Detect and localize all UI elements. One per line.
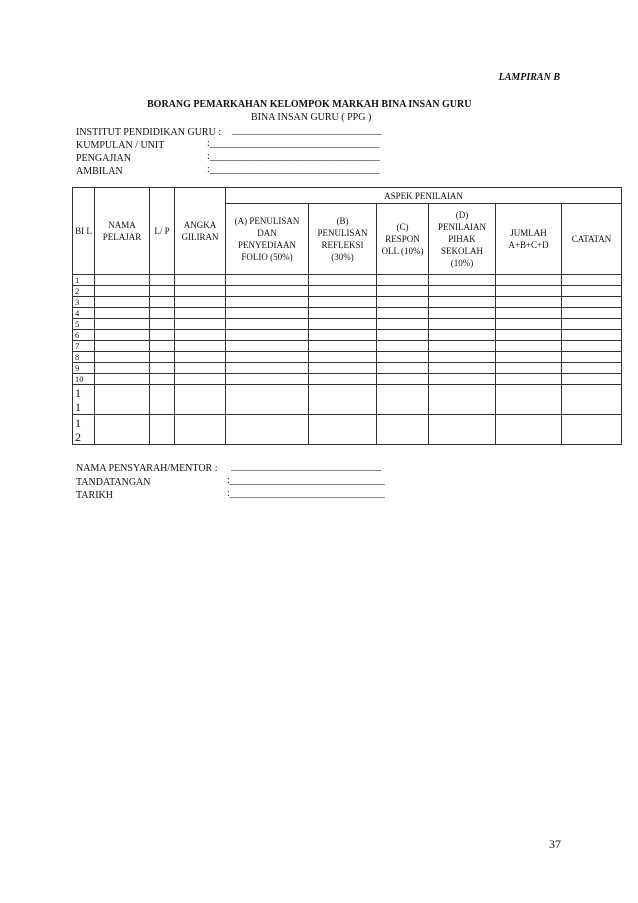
table-cell[interactable] <box>496 308 562 319</box>
table-cell[interactable] <box>95 352 150 363</box>
row-number: 4 <box>73 308 95 319</box>
table-row <box>73 286 622 297</box>
header-catatan: CATATAN <box>562 204 622 275</box>
table-cell[interactable] <box>309 275 377 286</box>
table-cell[interactable] <box>377 415 429 445</box>
table-row <box>73 385 622 415</box>
table-cell[interactable] <box>562 319 622 330</box>
field-label: TANDATANGAN <box>76 477 151 488</box>
table-cell[interactable] <box>377 275 429 286</box>
header-c: (C) RESPON OLL (10%) <box>377 204 429 275</box>
table-cell[interactable] <box>309 363 377 374</box>
row-number: 3 <box>73 297 95 308</box>
row-number: 10 <box>73 374 95 385</box>
table-cell[interactable] <box>429 308 496 319</box>
table-cell[interactable] <box>226 385 309 415</box>
table-cell[interactable] <box>95 275 150 286</box>
table-cell[interactable] <box>309 297 377 308</box>
table-cell[interactable] <box>377 341 429 352</box>
header-aspek: ASPEK PENILAIAN <box>226 188 622 204</box>
table-cell[interactable] <box>377 308 429 319</box>
table-row <box>73 308 622 319</box>
field-line: :__________________________________ <box>207 164 380 175</box>
row-number <box>73 385 95 415</box>
table-cell[interactable] <box>175 275 226 286</box>
row-number-part: 1 <box>75 400 81 414</box>
table-cell[interactable] <box>150 374 175 385</box>
row-number: 9 <box>73 363 95 374</box>
table-cell[interactable] <box>95 374 150 385</box>
row-number-part: 2 <box>75 430 81 444</box>
header-d: (D) PENILAIAN PIHAK SEKOLAH (10%) <box>429 204 496 275</box>
table-cell[interactable] <box>309 385 377 415</box>
table-cell[interactable] <box>226 330 309 341</box>
table-cell[interactable] <box>150 286 175 297</box>
table-cell[interactable] <box>95 286 150 297</box>
table-cell[interactable] <box>429 341 496 352</box>
table-cell[interactable] <box>429 352 496 363</box>
table-cell[interactable] <box>429 275 496 286</box>
form-subtitle: BINA INSAN GURU ( PPG ) <box>251 112 372 123</box>
table-cell[interactable] <box>150 385 175 415</box>
table-cell[interactable] <box>429 415 496 445</box>
table-cell[interactable] <box>309 341 377 352</box>
table-cell[interactable] <box>309 374 377 385</box>
table-cell[interactable] <box>496 352 562 363</box>
table-cell[interactable] <box>562 415 622 445</box>
table-cell[interactable] <box>175 297 226 308</box>
table-cell[interactable] <box>562 352 622 363</box>
table-cell[interactable] <box>226 415 309 445</box>
table-cell[interactable] <box>377 363 429 374</box>
table-cell[interactable] <box>150 363 175 374</box>
table-cell[interactable] <box>377 319 429 330</box>
table-cell[interactable] <box>95 319 150 330</box>
table-cell[interactable] <box>150 308 175 319</box>
table-cell[interactable] <box>175 352 226 363</box>
table-cell[interactable] <box>496 385 562 415</box>
table-row <box>73 363 622 374</box>
table-cell[interactable] <box>95 330 150 341</box>
field-line: :__________________________________ <box>207 151 380 162</box>
table-cell[interactable] <box>496 275 562 286</box>
header-a: (A) PENULISAN DAN PENYEDIAAN FOLIO (50%) <box>226 204 309 275</box>
table-cell[interactable] <box>562 286 622 297</box>
table-cell[interactable] <box>175 374 226 385</box>
table-cell[interactable] <box>309 352 377 363</box>
table-cell[interactable] <box>562 275 622 286</box>
table-cell[interactable] <box>226 374 309 385</box>
table-cell[interactable] <box>429 374 496 385</box>
row-number: 1 <box>73 275 95 286</box>
table-cell[interactable] <box>175 341 226 352</box>
field-line: :_______________________________ <box>227 488 385 499</box>
row-number-part: 1 <box>75 386 81 400</box>
table-cell[interactable] <box>95 363 150 374</box>
header-b: (B) PENULISAN REFLEKSI (30%) <box>309 204 377 275</box>
table-cell[interactable] <box>429 297 496 308</box>
table-cell[interactable] <box>150 341 175 352</box>
table-cell[interactable] <box>150 319 175 330</box>
table-cell[interactable] <box>429 363 496 374</box>
table-cell[interactable] <box>309 319 377 330</box>
header-angka: ANGKA GILIRAN <box>175 188 226 275</box>
table-cell[interactable] <box>496 297 562 308</box>
table-cell[interactable] <box>562 297 622 308</box>
table-cell[interactable] <box>309 286 377 297</box>
row-number: 8 <box>73 352 95 363</box>
table-cell[interactable] <box>309 308 377 319</box>
table-cell[interactable] <box>226 275 309 286</box>
table-cell[interactable] <box>377 330 429 341</box>
row-number: 6 <box>73 330 95 341</box>
table-cell[interactable] <box>226 286 309 297</box>
field-label: TARIKH <box>76 490 113 501</box>
table-cell[interactable] <box>226 297 309 308</box>
table-cell[interactable] <box>496 286 562 297</box>
table-row <box>73 297 622 308</box>
table-cell[interactable] <box>175 385 226 415</box>
table-cell[interactable] <box>496 319 562 330</box>
table-row <box>73 341 622 352</box>
table-cell[interactable] <box>175 415 226 445</box>
field-label: NAMA PENSYARAH/MENTOR : <box>76 463 218 474</box>
table-cell[interactable] <box>496 363 562 374</box>
header-bil: BI L <box>73 188 95 275</box>
table-cell[interactable] <box>175 330 226 341</box>
field-line: :_______________________________ <box>227 475 385 486</box>
table-cell[interactable] <box>309 330 377 341</box>
row-number: 7 <box>73 341 95 352</box>
table-cell[interactable] <box>562 308 622 319</box>
table-cell[interactable] <box>309 415 377 445</box>
table-cell[interactable] <box>429 286 496 297</box>
table-cell[interactable] <box>95 415 150 445</box>
table-cell[interactable] <box>496 341 562 352</box>
table-cell[interactable] <box>562 374 622 385</box>
table-cell[interactable] <box>150 297 175 308</box>
table-row <box>73 275 622 286</box>
table-cell[interactable] <box>95 385 150 415</box>
table-cell[interactable] <box>429 319 496 330</box>
table-cell[interactable] <box>377 286 429 297</box>
row-number <box>73 415 95 445</box>
field-line: ______________________________ <box>232 125 382 136</box>
table-cell[interactable] <box>226 308 309 319</box>
table-row <box>73 415 622 445</box>
table-cell[interactable] <box>150 275 175 286</box>
table-cell[interactable] <box>150 352 175 363</box>
table-row <box>73 352 622 363</box>
form-title: BORANG PEMARKAHAN KELOMPOK MARKAH BINA INSAN GURU <box>147 99 472 110</box>
header-lp: L/ P <box>150 188 175 275</box>
table-cell[interactable] <box>226 341 309 352</box>
table-cell[interactable] <box>562 385 622 415</box>
table-cell[interactable] <box>226 352 309 363</box>
table-cell[interactable] <box>377 374 429 385</box>
table-cell[interactable] <box>496 415 562 445</box>
table-cell[interactable] <box>175 308 226 319</box>
table-cell[interactable] <box>562 363 622 374</box>
field-label: KUMPULAN / UNIT <box>76 140 165 151</box>
field-label: PENGAJIAN <box>76 153 131 164</box>
header-jumlah: JUMLAH A+B+C+D <box>496 204 562 275</box>
field-line: ______________________________ <box>231 461 381 472</box>
table-cell[interactable] <box>150 415 175 445</box>
row-number-part: 1 <box>75 416 81 430</box>
table-row <box>73 330 622 341</box>
table-cell[interactable] <box>226 363 309 374</box>
table-cell[interactable] <box>175 286 226 297</box>
table-row <box>73 319 622 330</box>
table-cell[interactable] <box>496 374 562 385</box>
appendix-label: LAMPIRAN B <box>498 72 560 83</box>
table-cell[interactable] <box>377 352 429 363</box>
page-number: 37 <box>549 837 561 851</box>
table-cell[interactable] <box>562 330 622 341</box>
table-cell[interactable] <box>562 341 622 352</box>
table-cell[interactable] <box>429 330 496 341</box>
table-cell[interactable] <box>95 297 150 308</box>
table-cell[interactable] <box>175 363 226 374</box>
table-cell[interactable] <box>95 308 150 319</box>
table-cell[interactable] <box>95 341 150 352</box>
header-nama: NAMA PELAJAR <box>95 188 150 275</box>
row-number: 5 <box>73 319 95 330</box>
table-cell[interactable] <box>150 330 175 341</box>
table-body <box>73 275 622 445</box>
table-cell[interactable] <box>226 319 309 330</box>
table-row <box>73 374 622 385</box>
field-line: :__________________________________ <box>207 138 380 149</box>
scoring-table <box>72 187 622 445</box>
table-cell[interactable] <box>429 385 496 415</box>
field-label: AMBILAN <box>76 166 123 177</box>
table-cell[interactable] <box>496 330 562 341</box>
table-cell[interactable] <box>377 385 429 415</box>
field-label: INSTITUT PENDIDIKAN GURU : <box>76 127 222 138</box>
table-cell[interactable] <box>377 297 429 308</box>
row-number: 2 <box>73 286 95 297</box>
table-cell[interactable] <box>175 319 226 330</box>
